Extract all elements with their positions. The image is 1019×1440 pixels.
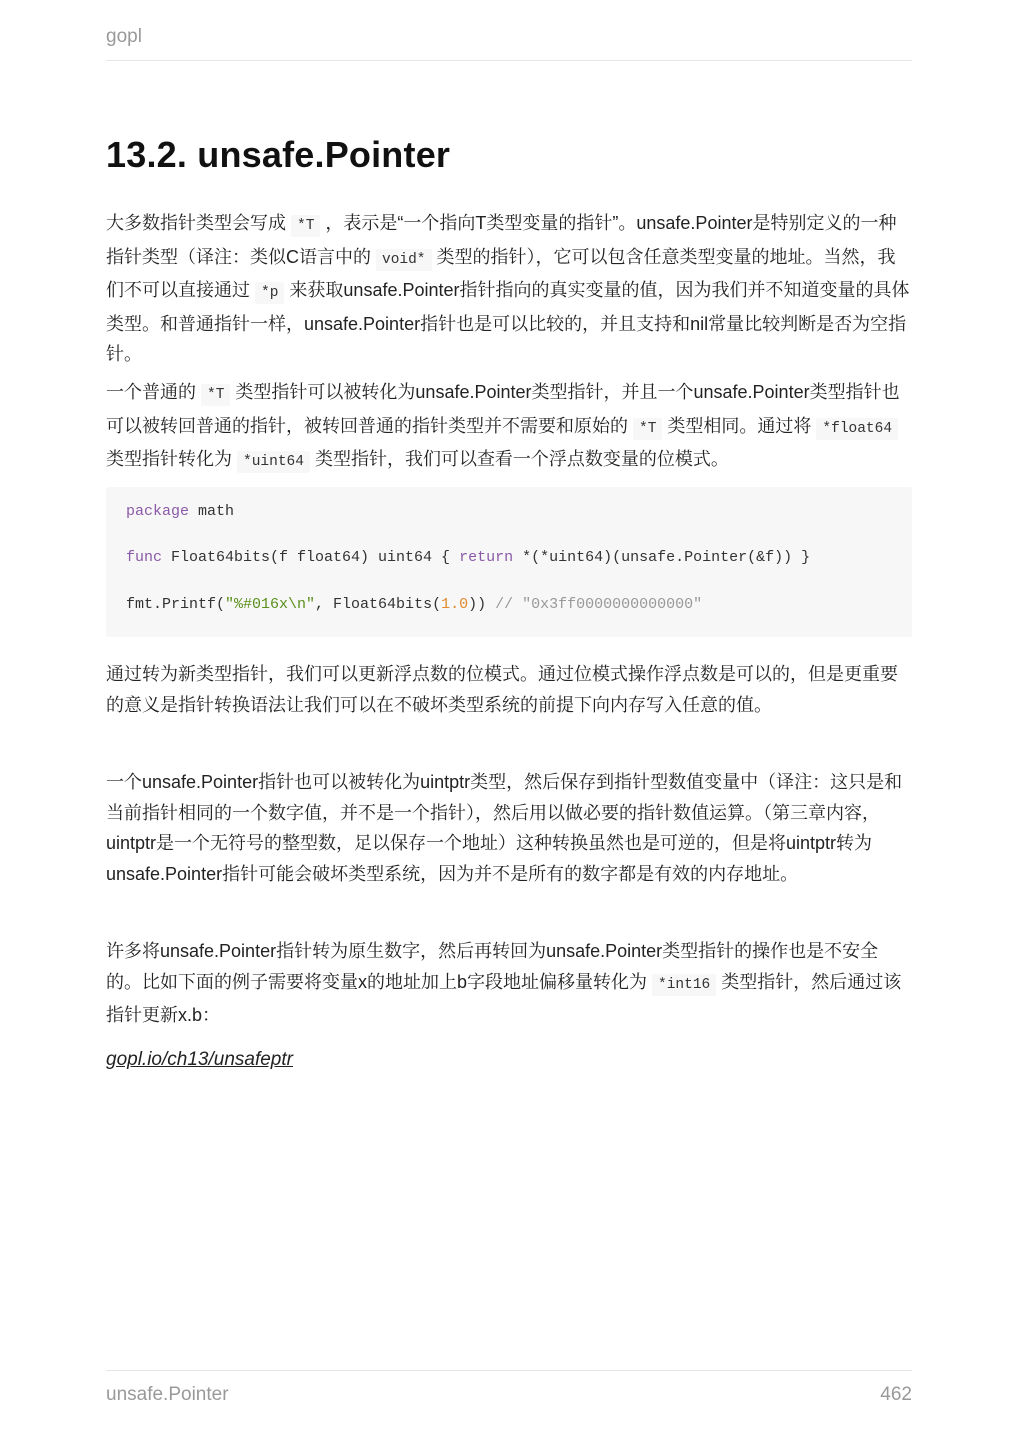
text-segment: 类型指针可以被转化为unsafe.Pointer类型指针，并且一个unsafe.Pointer类型指针也可以被转回普通的指针，被转回普通的指针类型并不需要和原始的 <box>106 382 900 436</box>
paragraph-3 <box>106 659 912 720</box>
inline-code: *T <box>201 384 230 406</box>
footer-divider <box>106 1370 912 1371</box>
text-segment: 类型指针转化为 <box>106 415 904 469</box>
inline-code: *uint64 <box>237 451 310 473</box>
code-line-1: package math <box>126 503 235 520</box>
text-segment: 通过转为新类型指针，我们可以更新浮点数的位模式。通过位模式操作浮点数是可以的，但是更重要的意义是指针转换语法让我们可以在不破坏类型系统的前提下向内存写入任意的值。 <box>106 664 898 715</box>
text-segment: 类型的指针），它可以包含任意类型变量的地址。当然，我们不可以直接通过 <box>106 246 896 300</box>
text-segment: 大多数指针类型会写成 <box>106 213 291 233</box>
code-line-2: func Float64bits(f float64) uint64 { return *(*uint64)(unsafe.Pointer(&f)) } <box>126 549 811 566</box>
footer-chapter: unsafe.Pointer <box>106 1384 229 1405</box>
text-segment: 类型指针，我们可以查看一个浮点数变量的位模式。 <box>309 449 729 469</box>
inline-code: *T <box>291 215 320 237</box>
text-segment: 类型指针，然后通过该指针更新x.b： <box>106 971 902 1025</box>
paragraph-4 <box>106 767 912 889</box>
text-segment: 许多将unsafe.Pointer指针转为原生数字，然后再转回为unsafe.Pointer类型指针的操作也是不安全的。比如下面的例子需要将变量x的地址加上b字段地址偏移量转化为 <box>106 941 879 992</box>
paragraph-5 <box>106 936 912 1031</box>
text-segment: 类型相同。通过将 <box>662 415 817 436</box>
code-block <box>106 487 912 637</box>
inline-code: *p <box>255 282 284 304</box>
header-divider <box>106 60 912 61</box>
text-segment: 来获取unsafe.Pointer指针指向的真实变量的值，因为我们并不知道变量的具体类型。和普通指针一样，unsafe.Pointer指针也是可以比较的，并且支持和nil常量比较判断是否为空指针。 <box>106 280 910 364</box>
inline-code: *float64 <box>816 418 898 440</box>
section-title: 13.2. unsafe.Pointer <box>106 134 451 175</box>
page-number: 462 <box>880 1384 912 1405</box>
text-segment: 一个unsafe.Pointer指针也可以被转化为uintptr类型，然后保存到指针型数值变量中（译注：这只是和当前指针相同的一个数字值，并不是一个指针），然后用以做必要的指针数值运算。（第三章内容，uintptr是一个无符号的整型数，足以保存一个地址）这种转换虽然也是可逆的，但是将uintptr转为unsafe.Pointer指针可能会破坏类型系统，因为并不是所有的数字都是有效的内存地址。 <box>106 772 903 884</box>
source-link[interactable]: gopl.io/ch13/unsafeptr <box>106 1049 293 1070</box>
header-book-title: gopl <box>106 26 142 47</box>
inline-code: *T <box>633 418 662 440</box>
paragraph-1 <box>106 208 912 370</box>
paragraph-2 <box>106 377 912 478</box>
text-segment: ，表示是“一个指向T类型变量的指针”。unsafe.Pointer是特别定义的一种指针类型（译注：类似C语言中的 <box>106 213 897 267</box>
code-line-3: fmt.Printf("%#016x\n", Float64bits(1.0)) // "0x3ff0000000000000" <box>126 596 703 613</box>
text-segment: 一个普通的 <box>106 382 202 402</box>
inline-code: *int16 <box>652 974 716 996</box>
inline-code: void* <box>376 249 432 271</box>
